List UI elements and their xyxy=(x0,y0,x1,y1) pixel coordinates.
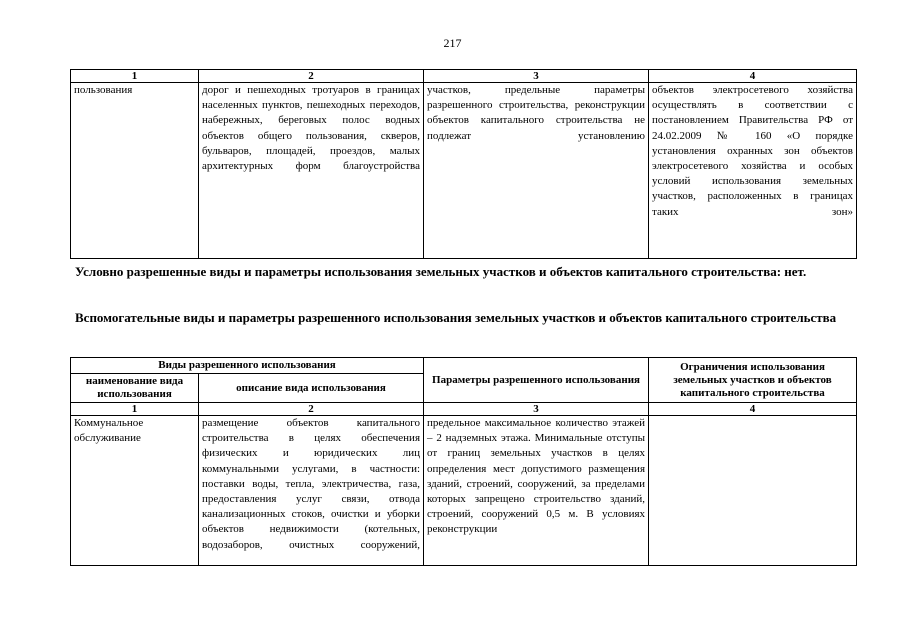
column-number-row xyxy=(71,403,857,416)
header-use-types: Виды разрешенного использования xyxy=(71,358,424,374)
col-number-4: 4 xyxy=(649,70,857,83)
cell-restrictions: объектов электросетевого хозяйства осуществлять в соответствии с постановлением Правительства РФ от 24.02.2009 № 160 «О порядке установления охранных зон объектов электросетевого хозяйства и особых условий использования земельных участков, расположенных в границах таких зон» xyxy=(649,83,857,259)
continuation-table xyxy=(70,69,857,259)
cell-use-name: Коммунальное обслуживание xyxy=(71,416,199,566)
cell-parameters: участков, предельные параметры разрешенного строительства, реконструкции объектов капитального строительства не подлежат установлению xyxy=(424,83,649,259)
col-number-2: 2 xyxy=(199,403,424,416)
cell-use-name: пользования xyxy=(71,83,199,259)
header-use-description: описание вида использования xyxy=(199,374,424,403)
page-number: 217 xyxy=(443,36,462,50)
column-number-row xyxy=(71,70,857,83)
header-use-name: наименование вида использования xyxy=(71,374,199,403)
conditional-uses-heading: Условно разрешенные виды и параметры использования земельных участков и объектов капитального строительства: нет. xyxy=(75,264,807,279)
cell-use-description: размещение объектов капитального строительства в целях обеспечения физических и юридических лиц коммунальными услугами, в частности: поставки воды, тепла, электричества, газа, предоставления услуг связи, отвода канализационных стоков, очистки и уборки объектов недвижимости (котельных, водозаборов, очистных сооружений, xyxy=(199,416,424,566)
auxiliary-uses-table xyxy=(70,357,857,566)
col-number-1: 1 xyxy=(71,70,199,83)
col-number-2: 2 xyxy=(199,70,424,83)
table-row xyxy=(71,416,857,566)
header-parameters: Параметры разрешенного использования xyxy=(424,358,649,403)
cell-parameters: предельное максимальное количество этажей – 2 надземных этажа. Минимальные отступы от границ земельных участков в целях определения мест допустимого размещения зданий, строений, сооружений, за пределами которых запрещено строительство зданий, строений, сооружений 0,5 м. В условиях реконструкции xyxy=(424,416,649,566)
cell-restrictions xyxy=(649,416,857,566)
header-row-1 xyxy=(71,358,857,374)
col-number-1: 1 xyxy=(71,403,199,416)
table-row xyxy=(71,83,857,259)
col-number-3: 3 xyxy=(424,403,649,416)
header-restrictions: Ограничения использования земельных участков и объектов капитального строительства xyxy=(649,358,857,403)
col-number-3: 3 xyxy=(424,70,649,83)
cell-use-description: дорог и пешеходных тротуаров в границах населенных пунктов, пешеходных переходов, набережных, береговых полос водных объектов общего пользования, скверов, бульваров, площадей, проездов, малых архитектурных форм благоустройства xyxy=(199,83,424,259)
col-number-4: 4 xyxy=(649,403,857,416)
auxiliary-uses-heading: Вспомогательные виды и параметры разрешенного использования земельных участков и объектов капитального строительства xyxy=(75,310,837,325)
